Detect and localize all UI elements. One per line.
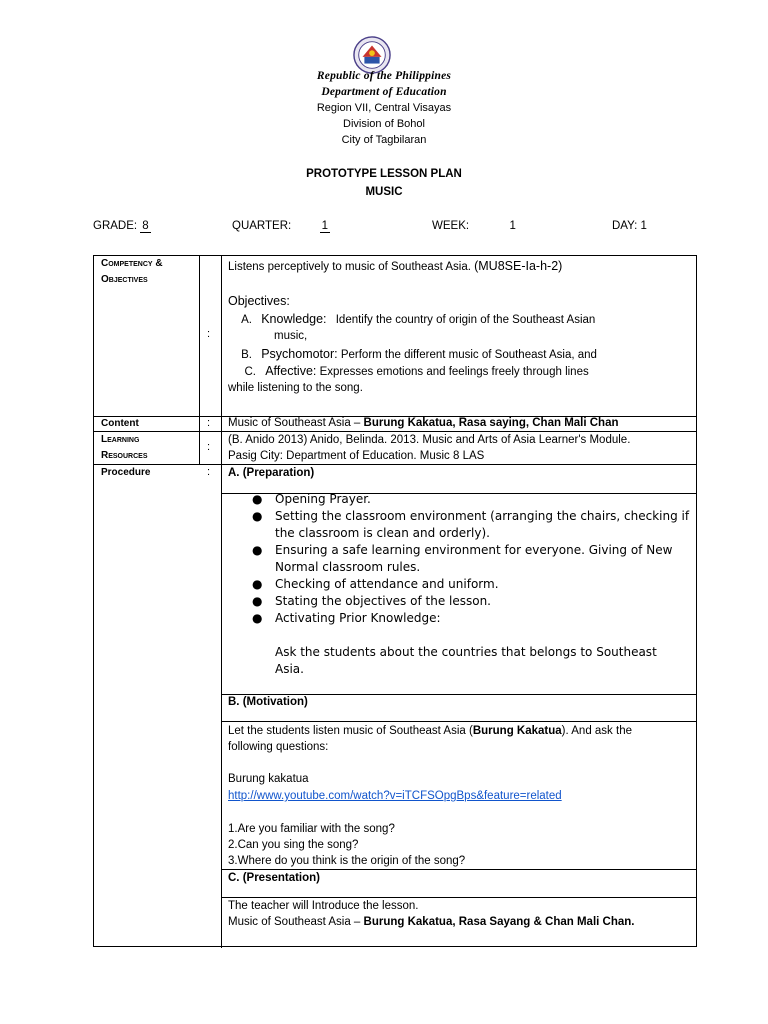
- quarter-field: [232, 220, 330, 232]
- city-line: City of Tagbilaran: [341, 134, 427, 146]
- question-1: 1.Are you familiar with the song?: [228, 823, 395, 835]
- resources-label: Learning Resources: [101, 434, 148, 461]
- objective-knowledge: A. Knowledge: Identify the country of origin of the Southeast Asian: [241, 312, 596, 326]
- list-item: ● Checking of attendance and uniform.: [252, 577, 499, 591]
- procedure-label: Procedure: [101, 467, 151, 478]
- quarter-value: 1: [321, 220, 329, 232]
- question-2: 2.Can you sing the song?: [228, 839, 359, 851]
- list-item: ● Ensuring a safe learning environment for everyone. Giving of New Normal classroom rules.: [252, 543, 673, 574]
- section-b-heading: B. (Motivation): [228, 696, 308, 708]
- resources-line2: Pasig City: Department of Education. Music 8 LAS: [228, 450, 485, 462]
- objective-psychomotor: B. Psychomotor: Perform the different music of Southeast Asia, and: [241, 347, 597, 361]
- grade-value: 8: [142, 220, 149, 232]
- competency-code: (MU8SE-Ia-h-2): [474, 259, 563, 273]
- objective-affective-cont: while listening to the song.: [228, 382, 363, 394]
- week-field: [432, 220, 516, 232]
- presentation-line1: The teacher will Introduce the lesson.: [228, 900, 419, 912]
- region-line: Region VII, Central Visayas: [316, 102, 452, 114]
- republic-heading: Republic of the Philippines: [316, 70, 452, 82]
- list-item: ● Stating the objectives of the lesson.: [252, 594, 491, 608]
- competency-text: Listens perceptively to music of Southeast Asia. (MU8SE-Ia-h-2): [228, 259, 563, 273]
- week-value: 1: [509, 220, 516, 232]
- resources-line1: (B. Anido 2013) Anido, Belinda. 2013. Music and Arts of Asia Learner's Module.: [228, 434, 631, 446]
- section-a-heading: A. (Preparation): [228, 467, 315, 479]
- song-link-container: [228, 788, 562, 804]
- grade-label: GRADE:: [93, 220, 138, 232]
- list-item: ● Activating Prior Knowledge:: [252, 611, 441, 625]
- song-name: Burung kakatua: [228, 773, 309, 785]
- row-divider: [221, 721, 696, 722]
- list-item: ● Opening Prayer.: [252, 492, 371, 506]
- objectives-heading: Objectives:: [228, 294, 290, 308]
- song-link[interactable]: http://www.youtube.com/watch?v=iTCFSOpgBps&feature=related: [228, 790, 562, 802]
- competency-label: Competency & Objectives: [101, 258, 163, 285]
- deped-seal-icon: [353, 36, 391, 74]
- objective-knowledge-cont: music,: [274, 330, 308, 342]
- department-heading: Department of Education: [321, 86, 447, 98]
- column-divider: [221, 256, 222, 948]
- question-3: 3.Where do you think is the origin of the song?: [228, 855, 466, 867]
- lesson-plan-table: Competency & Objectives : Listens perceptively to music of Southeast Asia. (MU8SE-Ia-h-2) Objectives: A. Knowledge: Identify the country of origin of the Southeast Asian music, B. Psychomotor: Perform the different music of Southeast Asia, and C. Affective: Expresses emotions and feelings freely through lines while listening to the song. Content : Music of Southeast Asia – Burung Kakatua, Rasa saying, Chan Mali Chan Learning Resources : (B. Anido 2013) Anido, Belinda. 2013. Music and Arts of Asia Learner's Module. Pasig City: Department of Education. Music 8 LAS Procedure : A. (Preparation) ● Opening Prayer. ● Setting the classroom environment (arranging the chairs, checking if the classroom is clean and orderly). ● Ensuring a safe learning environment for everyone. Giving of New Normal classroom rules. ● Checking of attendance and uniform. ● Stating the objectives of the lesson. ● Activating Prior Knowledge: Ask the students about the countries that belongs to Southeast Asia. B. (Motivation) Let the students listen music of Southeast Asia (Burung Kakatua). And ask the following questions: Burung kakatua http://www.youtube.com/watch?v=iTCFSOpgBps&feature=related 1.Are you familiar with the song? 2.Can you sing the song? 3.Where do you think is the origin of the song? C. (Presentation) The teacher will Introduce the lesson. Music of Southeast Asia – Burung Kakatua, Rasa Sayang & Chan Mali Chan.: [93, 255, 697, 947]
- column-divider: [199, 256, 200, 465]
- division-line: Division of Bohol: [343, 118, 425, 130]
- row-divider: [94, 464, 696, 465]
- motivation-text: Let the students listen music of Southeast Asia (Burung Kakatua). And ask the: [228, 725, 632, 737]
- section-c-heading: C. (Presentation): [228, 872, 321, 884]
- preparation-list: [230, 491, 690, 627]
- week-label: WEEK:: [432, 220, 470, 232]
- objective-affective: C. Affective: Expresses emotions and feelings freely through lines: [244, 364, 589, 378]
- list-item: ● Setting the classroom environment (arranging the chairs, checking if the classroom is clean and orderly).: [252, 509, 690, 540]
- document-title: PROTOTYPE LESSON PLAN: [306, 168, 462, 180]
- content-label: Content: [101, 418, 139, 429]
- motivation-line2: following questions:: [228, 741, 329, 753]
- grade-field: [93, 220, 151, 232]
- quarter-label: QUARTER:: [232, 220, 292, 232]
- subject-title: MUSIC: [365, 186, 403, 198]
- day-field: DAY: 1: [612, 220, 647, 232]
- content-text: Music of Southeast Asia – Burung Kakatua, Rasa saying, Chan Mali Chan: [228, 417, 619, 429]
- presentation-line2: Music of Southeast Asia – Burung Kakatua, Rasa Sayang & Chan Mali Chan.: [228, 916, 635, 928]
- prior-knowledge-text: Ask the students about the countries that belongs to Southeast Asia.: [275, 645, 657, 676]
